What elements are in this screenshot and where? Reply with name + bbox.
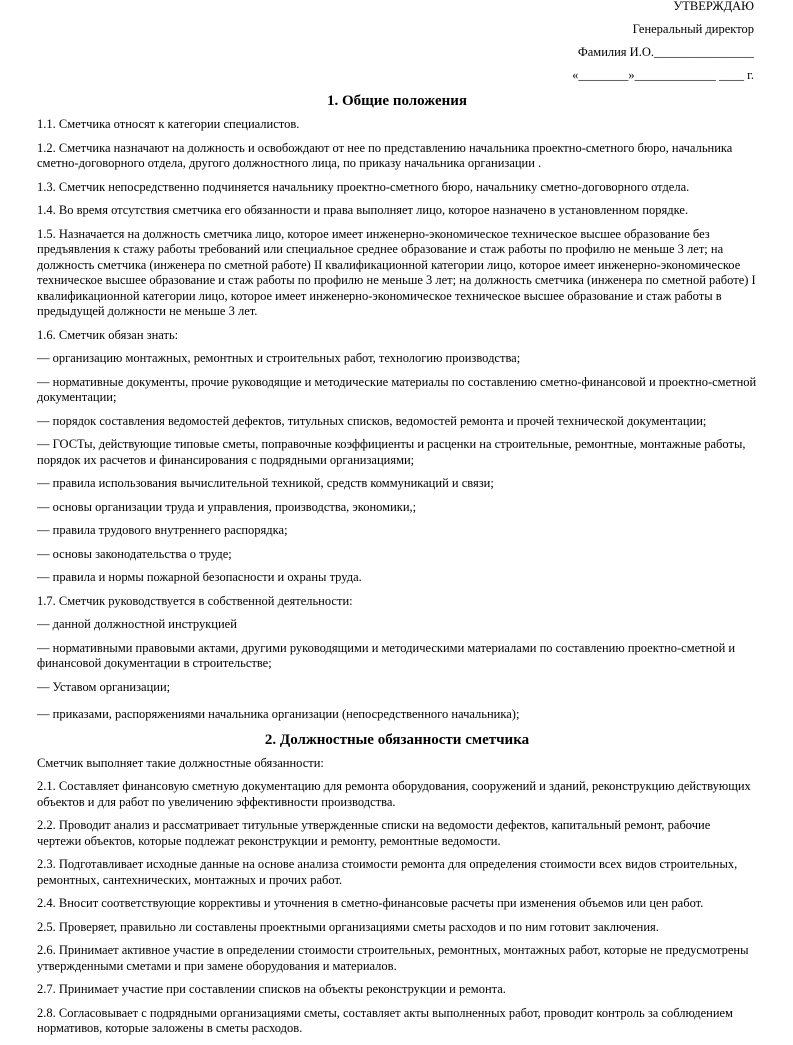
paragraph-2-5: 2.5. Проверяет, правильно ли составлены проектными организациями сметы расходов и по ним готовит заключения.: [37, 919, 659, 934]
paragraph-1-3: 1.3. Сметчик непосредственно подчиняется начальнику проектно-сметного бюро, начальнику сметно-договорного отдела.: [37, 179, 690, 194]
paragraph-2-1: 2.1. Составляет финансовую сметную документацию для ремонта оборудования, сооружений и зданий, реконструкцию действующих объектов и для работ по увеличению эффективности производства.: [37, 779, 751, 809]
section-2-heading: 2. Должностные обязанности сметчика: [264, 731, 530, 748]
paragraph-2-8: 2.8. Согласовывает с подрядными организациями сметы, составляет акты выполненных работ, проводит контроль за соблюдением нормативов, которые заложены в сметы расходов.: [37, 1005, 733, 1035]
list-item: — правила и нормы пожарной безопасности и охраны труда.: [37, 570, 362, 584]
section-1-heading: 1. Общие положения: [326, 93, 468, 109]
paragraph-2-6: 2.6. Принимает активное участие в определении стоимости строительных, ремонтных, монтажных работ, которые не предусмотрены утвержденными сметами и при замене оборудования и материалов.: [37, 943, 749, 973]
list-item: — приказами, распоряжениями начальника организации (непосредственного начальника);: [37, 707, 520, 721]
list-item: — организацию монтажных, ремонтных и строительных работ, технологию производства;: [37, 351, 521, 365]
paragraph-2-4: 2.4. Вносит соответствующие коррективы и уточнения в сметно-финансовые расчеты при изменения объемов или цен работ.: [37, 896, 704, 910]
paragraph-1-1: 1.1. Сметчика относят к категории специалистов.: [37, 117, 300, 131]
paragraph-1-6: 1.6. Сметчик обязан знать:: [37, 327, 179, 342]
paragraph-2-3: 2.3. Подготавливает исходные данные на основе анализа стоимости ремонта для определения стоимости всех видов строительных, ремонтных, сантехнических, монтажных и прочих работ.: [37, 857, 738, 887]
paragraph-2-intro: Сметчик выполняет такие должностные обязанности:: [37, 755, 324, 770]
list-item: — Уставом организации;: [37, 679, 171, 694]
approval-title: УТВЕРЖДАЮ: [673, 0, 754, 13]
approval-name-line: Фамилия И.О.________________: [577, 45, 754, 59]
list-item: — основы организации труда и управления, производства, экономики,;: [37, 499, 417, 514]
paragraph-1-4: 1.4. Во время отсутствия сметчика его обязанности и права выполняет лицо, которое назначено в установленном порядке.: [37, 203, 689, 217]
list-item: — основы законодательства о труде;: [37, 546, 232, 561]
list-item: — нормативными правовыми актами, другими руководящими и методическими материалами по составлению проектно-сметной и финансовой документации в строительстве;: [37, 640, 736, 670]
approval-position: Генеральный директор: [632, 22, 754, 36]
document-body: [37, 92, 757, 1045]
list-item: — ГОСТы, действующие типовые сметы, поправочные коэффициенты и расценки на строительные, ремонтные, монтажные работы, порядок их расчетов и финансирования с подрядными организациями;: [37, 437, 746, 467]
list-item: — данной должностной инструкцией: [37, 617, 237, 631]
list-item: — нормативные документы, прочие руководящие и методические материалы по составлению сметно-финансовой и проектно-сметной документации;: [37, 374, 757, 404]
paragraph-2-7: 2.7. Принимает участие при составлении списков на объекты реконструкции и ремонта.: [37, 982, 506, 996]
list-item: — правила использования вычислительной техникой, средств коммуникаций и связи;: [37, 476, 494, 490]
paragraph-1-7: 1.7. Сметчик руководствуется в собственной деятельности:: [37, 593, 353, 608]
paragraph-1-2: 1.2. Сметчика назначают на должность и освобождают от нее по представлению начальника проектно-сметного бюро, начальника сметно-договорного отдела, другого должностного лица, по приказу начальника организации .: [37, 140, 733, 170]
paragraph-2-2: 2.2. Проводит анализ и рассматривает титульные утвержденные списки на ведомости дефектов, капитальный ремонт, рабочие чертежи объектов, которые подлежат реконструкции и ремонту, ремонтные ведомости.: [37, 818, 711, 848]
approval-block: [572, 0, 754, 87]
list-item: — правила трудового внутреннего распорядка;: [37, 523, 288, 537]
list-item: — порядок составления ведомостей дефектов, титульных списков, ведомостей ремонта и прочей технической документации;: [37, 413, 707, 428]
paragraph-1-5: 1.5. Назначается на должность сметчика лицо, которое имеет инженерно-экономическое техническое высшее образование без предъявления к стажу работы требований или специальное среднее образование и стаж работы по профилю не меньше 3 лет; на должность сметчика (инженера по сметной работе) II квалификационной категории лицо, которое имеет инженерно-экономическое техническое высшее образование и стаж работы по профилю не меньше 3 лет; на должность сметчика (инженера по сметной работе) I квалификационной категории лицо, которое имеет инженерно-экономическое техническое высшее образование и стаж работы в предыдущей должности не меньше 3 лет.: [37, 226, 756, 318]
approval-date-line: «________»_____________ ____ г.: [572, 68, 754, 82]
